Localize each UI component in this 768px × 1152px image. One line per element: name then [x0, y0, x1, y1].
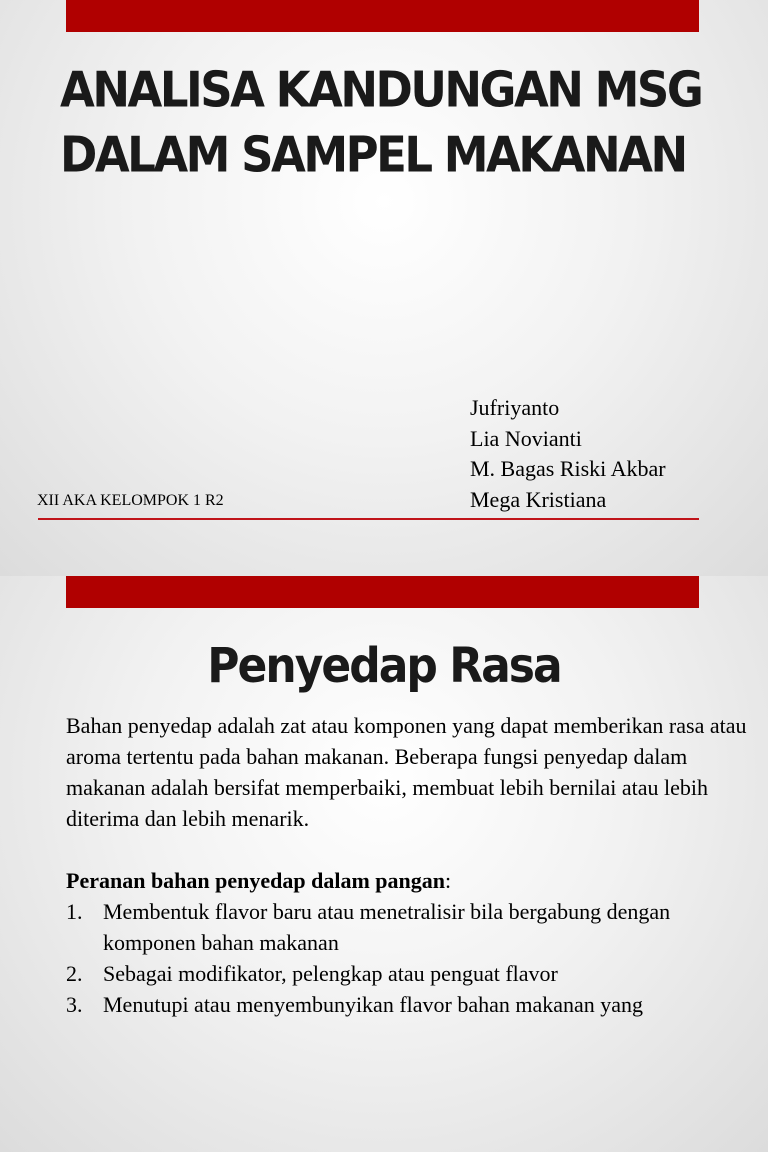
slide-1-title-line-1: ANALISA KANDUNGAN MSG — [60, 61, 702, 119]
slide-1-divider — [38, 518, 699, 520]
list-item — [66, 989, 766, 1020]
list-item-number: 3. — [66, 992, 83, 1017]
roles-heading-colon: : — [445, 868, 452, 893]
author-item: M. Bagas Riski Akbar — [470, 456, 666, 481]
author-list — [470, 393, 666, 515]
list-item-number: 1. — [66, 899, 83, 924]
slide-2 — [0, 576, 768, 1152]
roles-heading: Peranan bahan penyedap dalam pangan — [66, 868, 445, 893]
author-item: Mega Kristiana — [470, 486, 607, 512]
slide-1-title-line-2: DALAM SAMPEL MAKANAN — [60, 126, 686, 184]
list-item-text: Sebagai modifikator, pelengkap atau penguat flavor — [103, 961, 558, 986]
list-item-number: 2. — [66, 961, 83, 986]
roles-list — [66, 896, 766, 1020]
slide-2-accent-bar — [66, 576, 699, 608]
slide-2-body — [66, 710, 766, 1020]
author-item: Jufriyanto — [470, 395, 560, 420]
author-item: Lia Novianti — [470, 425, 582, 451]
list-item-text: Membentuk flavor baru atau menetralisir bila bergabung dengan komponen bahan makanan — [103, 899, 671, 955]
slide-1-accent-bar — [66, 0, 699, 32]
list-item — [66, 896, 766, 958]
class-label: XII AKA KELOMPOK 1 R2 — [37, 492, 224, 509]
roles-heading-line — [66, 865, 766, 896]
intro-paragraph: Bahan penyedap adalah zat atau komponen yang dapat memberikan rasa atau aroma tertentu pada bahan makanan. Beberapa fungsi penyedap dalam makanan adalah bersifat memperbaiki, membuat lebih bernilai atau lebih diterima dan lebih menarik. — [66, 713, 747, 831]
slide-1-title — [60, 58, 760, 188]
list-item-text: Menutupi atau menyembunyikan flavor bahan makanan yang — [103, 992, 644, 1017]
list-item — [66, 958, 766, 989]
paragraph-spacer — [66, 834, 766, 865]
slide-2-title: Penyedap Rasa — [207, 638, 561, 695]
